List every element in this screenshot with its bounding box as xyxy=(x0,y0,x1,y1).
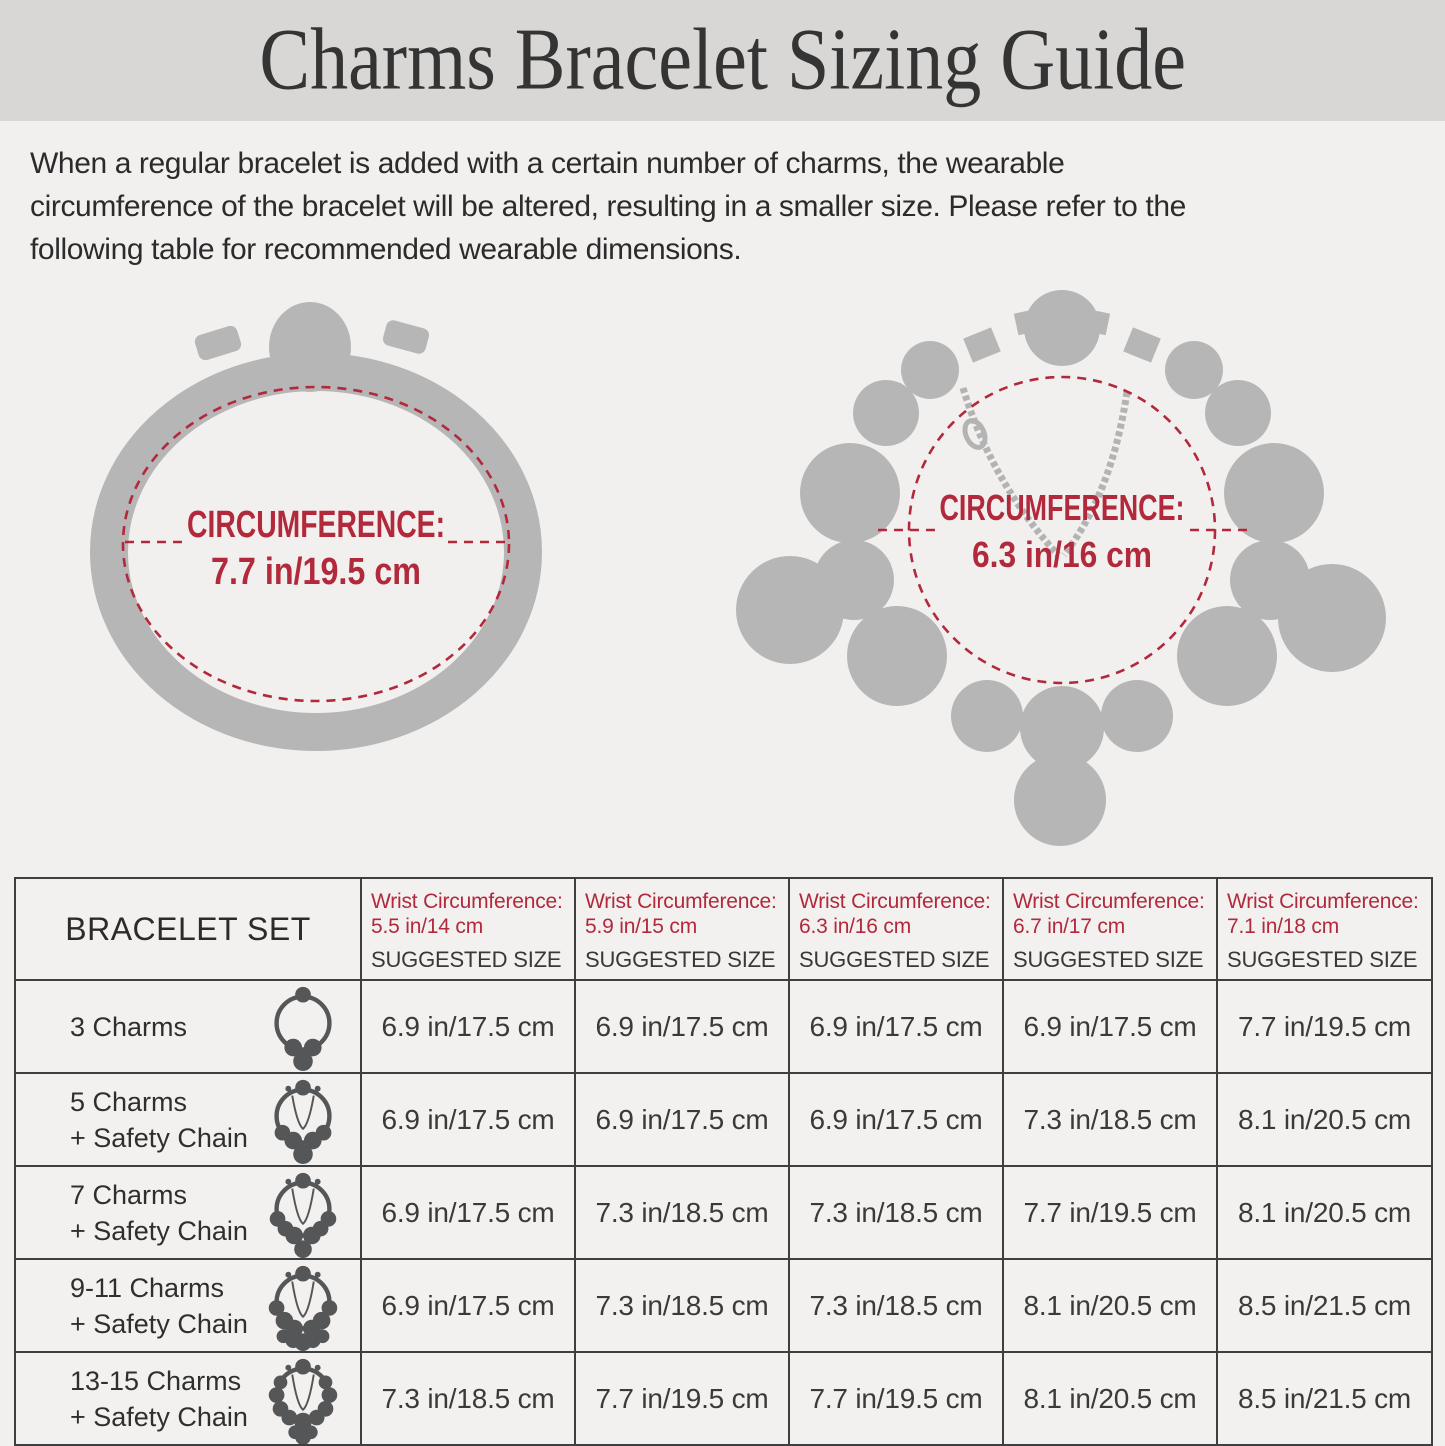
set-cell-5-charms xyxy=(15,1073,361,1166)
size-value: 7.3 in/18.5 cm xyxy=(575,1166,789,1259)
set-label: 7 Charms + Safety Chain xyxy=(70,1179,248,1246)
clasp-bead xyxy=(269,302,351,392)
suggested-size-label: SUGGESTED SIZE xyxy=(1013,947,1204,972)
size-value: 8.1 in/20.5 cm xyxy=(1003,1352,1217,1445)
table-row xyxy=(15,1166,1432,1259)
intro-line-2: circumference of the bracelet will be altered, resulting in a smaller size. Please refer to the xyxy=(30,190,1186,223)
bracelet-3-charms-icon xyxy=(260,982,346,1072)
circumference-dashed-circle xyxy=(909,377,1215,683)
title-band xyxy=(0,0,1445,121)
bracelet-13-15-charms-icon xyxy=(260,1354,346,1444)
size-value: 6.9 in/17.5 cm xyxy=(361,1166,575,1259)
sizing-table xyxy=(14,877,1433,1446)
size-value: 6.9 in/17.5 cm xyxy=(789,1073,1003,1166)
wrist-circumference-label: Wrist Circumference: xyxy=(1227,890,1419,913)
size-value: 7.3 in/18.5 cm xyxy=(361,1352,575,1445)
header-wrist-5-9 xyxy=(575,878,789,980)
wrist-circumference-value: 6.7 in/17 cm xyxy=(1013,915,1125,938)
set-label: 5 Charms + Safety Chain xyxy=(70,1086,248,1153)
wrist-circumference-label: Wrist Circumference: xyxy=(799,890,991,913)
suggested-size-label: SUGGESTED SIZE xyxy=(585,947,776,972)
set-label: 13-15 Charms + Safety Chain xyxy=(70,1365,248,1432)
intro-text xyxy=(30,142,1430,271)
clasp-end-right xyxy=(381,319,430,356)
suggested-size-label: SUGGESTED SIZE xyxy=(371,947,562,972)
charm-bracelet-illustration xyxy=(730,268,1400,858)
table-row xyxy=(15,980,1432,1073)
table-row xyxy=(15,1352,1432,1445)
size-value: 7.7 in/19.5 cm xyxy=(575,1352,789,1445)
wrist-circumference-value: 6.3 in/16 cm xyxy=(799,915,911,938)
bracelet-9-11-charms-icon xyxy=(260,1261,346,1351)
size-value: 8.1 in/20.5 cm xyxy=(1217,1073,1432,1166)
wrist-circumference-value: 7.1 in/18 cm xyxy=(1227,915,1339,938)
size-value: 6.9 in/17.5 cm xyxy=(1003,980,1217,1073)
suggested-size-label: SUGGESTED SIZE xyxy=(799,947,990,972)
header-bracelet-set: BRACELET SET xyxy=(15,878,361,980)
size-value: 8.5 in/21.5 cm xyxy=(1217,1352,1432,1445)
plain-circumference-value: 7.7 in/19.5 cm xyxy=(211,551,421,593)
plain-bracelet-illustration xyxy=(68,290,578,780)
dangle-charm-left xyxy=(736,556,844,664)
size-value: 6.9 in/17.5 cm xyxy=(575,980,789,1073)
size-value: 7.7 in/19.5 cm xyxy=(789,1352,1003,1445)
set-label: 3 Charms xyxy=(70,1011,188,1042)
bracelet-7-charms-icon xyxy=(260,1168,346,1258)
wrist-circumference-label: Wrist Circumference: xyxy=(371,890,563,913)
charm-circumference-label: CIRCUMFERENCE: xyxy=(939,487,1185,528)
dangle-charm-right xyxy=(1278,564,1386,672)
wrist-circumference-value: 5.5 in/14 cm xyxy=(371,915,483,938)
suggested-size-label: SUGGESTED SIZE xyxy=(1227,947,1418,972)
size-value: 7.7 in/19.5 cm xyxy=(1217,980,1432,1073)
dangle-charm-bottom xyxy=(1014,754,1106,846)
set-cell-7-charms xyxy=(15,1166,361,1259)
header-wrist-6-3 xyxy=(789,878,1003,980)
clasp-end-left xyxy=(193,324,243,362)
size-value: 7.3 in/18.5 cm xyxy=(789,1166,1003,1259)
size-value: 8.5 in/21.5 cm xyxy=(1217,1259,1432,1352)
set-label: 9-11 Charms + Safety Chain xyxy=(70,1272,248,1339)
header-wrist-6-7 xyxy=(1003,878,1217,980)
table-header-row xyxy=(15,878,1432,980)
size-value: 8.1 in/20.5 cm xyxy=(1217,1166,1432,1259)
charm-circumference-value: 6.3 in/16 cm xyxy=(972,534,1152,575)
header-wrist-7-1 xyxy=(1217,878,1432,980)
table-row xyxy=(15,1073,1432,1166)
page-title: Charms Bracelet Sizing Guide xyxy=(259,11,1186,109)
header-wrist-5-5 xyxy=(361,878,575,980)
set-cell-9-11-charms xyxy=(15,1259,361,1352)
size-value: 6.9 in/17.5 cm xyxy=(789,980,1003,1073)
size-value: 6.9 in/17.5 cm xyxy=(575,1073,789,1166)
intro-line-3: following table for recommended wearable dimensions. xyxy=(30,233,742,266)
wrist-circumference-label: Wrist Circumference: xyxy=(1013,890,1205,913)
size-value: 7.3 in/18.5 cm xyxy=(575,1259,789,1352)
size-value: 7.7 in/19.5 cm xyxy=(1003,1166,1217,1259)
set-cell-13-15-charms xyxy=(15,1352,361,1445)
intro-line-1: When a regular bracelet is added with a certain number of charms, the wearable xyxy=(30,147,1065,180)
table-row xyxy=(15,1259,1432,1352)
size-value: 8.1 in/20.5 cm xyxy=(1003,1259,1217,1352)
wrist-circumference-value: 5.9 in/15 cm xyxy=(585,915,697,938)
plain-circumference-label: CIRCUMFERENCE: xyxy=(187,504,445,546)
size-value: 6.9 in/17.5 cm xyxy=(361,980,575,1073)
size-value: 6.9 in/17.5 cm xyxy=(361,1073,575,1166)
safety-chain xyxy=(961,388,1127,555)
size-value: 7.3 in/18.5 cm xyxy=(1003,1073,1217,1166)
size-value: 7.3 in/18.5 cm xyxy=(789,1259,1003,1352)
wrist-circumference-label: Wrist Circumference: xyxy=(585,890,777,913)
set-cell-3-charms xyxy=(15,980,361,1073)
size-value: 6.9 in/17.5 cm xyxy=(361,1259,575,1352)
bracelet-5-charms-icon xyxy=(260,1075,346,1165)
